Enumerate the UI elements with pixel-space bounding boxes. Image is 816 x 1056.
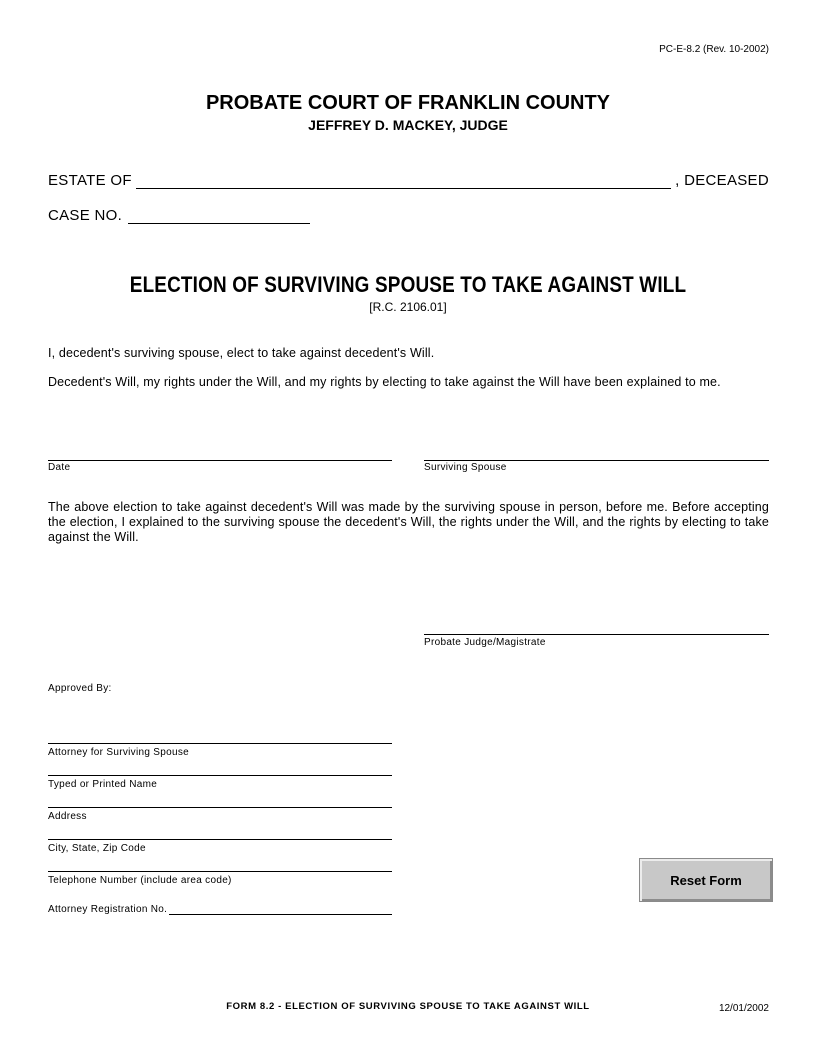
probate-judge-label: Probate Judge/Magistrate xyxy=(424,637,546,648)
address-label: Address xyxy=(48,811,87,822)
date-field[interactable] xyxy=(48,444,392,461)
document-title: ELECTION OF SURVIVING SPOUSE TO TAKE AGAINST WILL xyxy=(129,272,687,297)
case-no-label: CASE NO. xyxy=(48,207,123,224)
typed-name-label: Typed or Printed Name xyxy=(48,779,158,790)
registration-label: Attorney Registration No. xyxy=(48,904,168,915)
estate-label: ESTATE OF xyxy=(48,172,132,189)
form-id: PC-E-8.2 (Rev. 10-2002) xyxy=(659,44,769,55)
estate-name-field[interactable] xyxy=(136,170,671,189)
case-row xyxy=(48,205,310,224)
surviving-spouse-label: Surviving Spouse xyxy=(424,462,507,473)
case-no-field[interactable] xyxy=(128,205,310,224)
address-field[interactable] xyxy=(48,791,392,808)
estate-row xyxy=(48,170,769,189)
attorney-for-spouse-label: Attorney for Surviving Spouse xyxy=(48,747,189,758)
registration-number-field[interactable] xyxy=(169,902,392,915)
probate-judge-signature-field[interactable] xyxy=(424,618,769,635)
city-state-zip-label: City, State, Zip Code xyxy=(48,843,146,854)
telephone-field[interactable] xyxy=(48,855,392,872)
statute-reference: [R.C. 2106.01] xyxy=(369,300,447,314)
footer-form-name: FORM 8.2 - ELECTION OF SURVIVING SPOUSE TO TAKE AGAINST WILL xyxy=(226,1001,590,1012)
telephone-label: Telephone Number (include area code) xyxy=(48,875,232,886)
city-state-zip-field[interactable] xyxy=(48,823,392,840)
footer-date: 12/01/2002 xyxy=(718,1003,769,1014)
election-statement: I, decedent's surviving spouse, elect to take against decedent's Will. xyxy=(48,346,435,360)
reset-form-button[interactable]: Reset Form xyxy=(639,858,773,902)
typed-name-field[interactable] xyxy=(48,759,392,776)
explanation-statement: Decedent's Will, my rights under the Will, and my rights by electing to take against the Will have been explained to me. xyxy=(48,375,721,389)
surviving-spouse-signature-field[interactable] xyxy=(424,444,769,461)
judge-name: JEFFREY D. MACKEY, JUDGE xyxy=(308,117,508,133)
registration-row xyxy=(48,902,392,915)
deceased-label: , DECEASED xyxy=(675,172,769,189)
court-name: PROBATE COURT OF FRANKLIN COUNTY xyxy=(205,92,611,114)
approved-by-label: Approved By: xyxy=(48,683,112,694)
attorney-signature-field[interactable] xyxy=(48,727,392,744)
date-label: Date xyxy=(48,462,71,473)
judge-certification: The above election to take against decedent's Will was made by the surviving spouse in person, before me. Before accepting the election, I explained to the surviving spouse the decedent's Will, the rights under the Will, and the rights by electing to take against the Will. xyxy=(48,500,769,544)
